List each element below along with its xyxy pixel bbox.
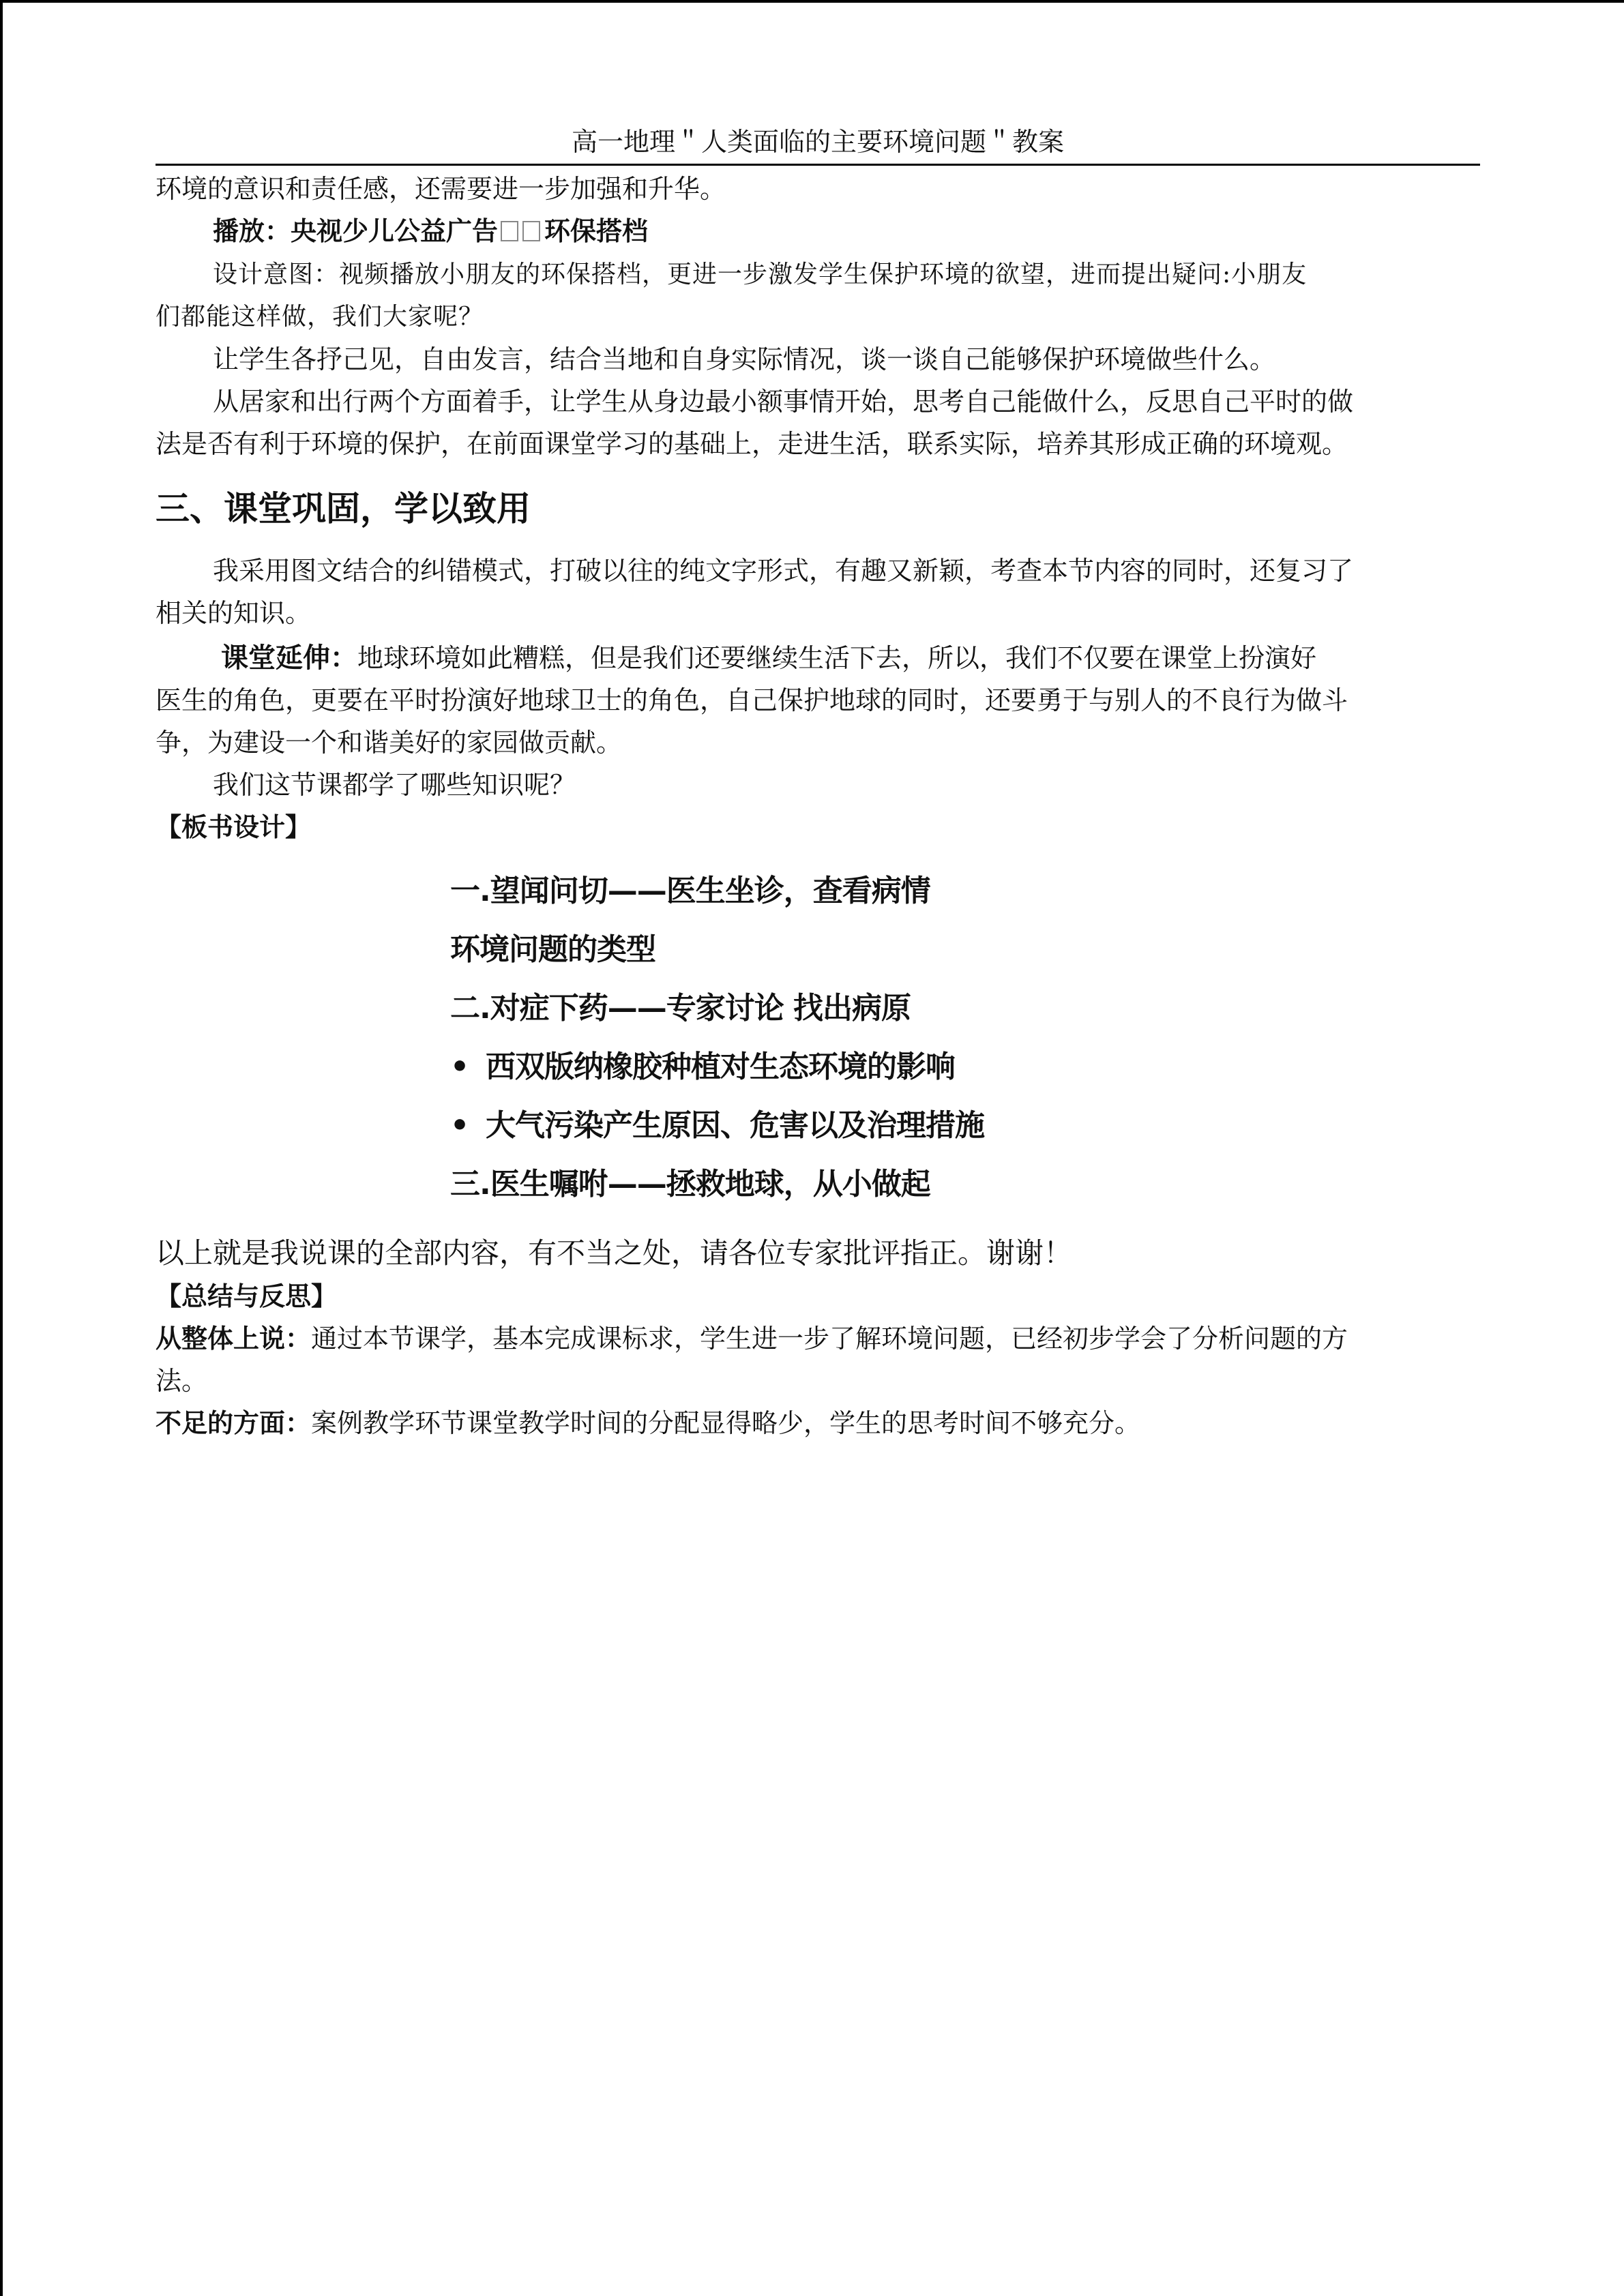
play-label: 播放：央视少儿公益广告	[213, 215, 499, 246]
board-item-2: 环境问题的类型	[450, 932, 655, 967]
board-bullet-2-text: 大气污染产生原因、危害以及治理措施	[486, 1108, 984, 1143]
play-title: 环保搭档	[544, 215, 649, 246]
weakness-text: 案例教学环节课堂教学时间的分配显得略少，学生的思考时间不够充分。	[311, 1408, 1141, 1438]
extension-text-1: 地球环境如此糟糕，但是我们还要继续生活下去，所以，我们不仅要在课堂上扮演好	[357, 643, 1317, 673]
paragraph-home-line-2: 法是否有利于环境的保护，在前面课堂学习的基础上，走进生活，联系实际，培养其形成正确的环境观。	[156, 429, 1348, 459]
weakness-label: 不足的方面：	[156, 1407, 312, 1438]
board-bullet-1-text: 西双版纳橡胶种植对生态环境的影响	[486, 1049, 955, 1084]
design-intent-line-1: 设计意图：视频播放小朋友的环保搭档，更进一步激发学生保护环境的欲望，进而提出疑问:小朋友	[213, 260, 1308, 288]
missing-glyph-box	[522, 221, 540, 241]
board-item-3: 二.对症下药——专家讨论 找出病原	[450, 991, 911, 1026]
board-item-4: 三.医生嘱咐——拯救地球，从小做起	[450, 1167, 930, 1202]
extension-line-1	[156, 637, 1480, 679]
header-title: 高一地理＂人类面临的主要环境问题＂教案	[571, 127, 1064, 157]
bullet-dot-icon: •	[450, 1108, 469, 1143]
board-bullet-1	[450, 1046, 955, 1088]
overall-line-2: 法。	[156, 1366, 208, 1396]
extension-label: 课堂延伸：	[221, 642, 357, 674]
board-design-heading: 【板书设计】	[156, 811, 312, 842]
paragraph-continuation: 环境的意识和责任感，还需要进一步加强和升华。	[156, 174, 726, 204]
extension-line-2: 医生的角色，更要在平时扮演好地球卫士的角色，自己保护地球的同时，还要勇于与别人的不良行为做斗	[156, 685, 1348, 715]
paragraph-mode-line-1: 我采用图文结合的纠错模式，打破以往的纯文字形式，有趣又新颖，考查本节内容的同时，还复习了	[213, 556, 1354, 586]
board-item-1: 一.望闻问切——医生坐诊，查看病情	[450, 874, 930, 908]
closing-thanks: 以上就是我说课的全部内容，有不当之处，请各位专家批评指正。谢谢！	[156, 1236, 1073, 1270]
overall-label: 从整体上说：	[156, 1323, 312, 1354]
paragraph-express: 让学生各抒己见，自由发言，结合当地和自身实际情况，谈一谈自己能够保护环境做些什么。	[213, 344, 1276, 374]
bullet-dot-icon: •	[450, 1049, 469, 1084]
missing-glyph-box	[501, 221, 518, 241]
page-border-left	[0, 0, 3, 2296]
board-bullet-2	[450, 1105, 984, 1147]
extension-line-3: 争，为建设一个和谐美好的家园做贡献。	[156, 728, 623, 758]
paragraph-mode-line-2: 相关的知识。	[156, 598, 312, 628]
page-border-top	[0, 0, 1624, 3]
page-header	[156, 120, 1480, 166]
summary-heading: 【总结与反思】	[156, 1281, 338, 1311]
paragraph-question: 我们这节课都学了哪些知识呢？	[213, 770, 576, 800]
overall-text-1: 通过本节课学，基本完成课标求，学生进一步了解环境问题，已经初步学会了分析问题的方	[311, 1324, 1348, 1354]
play-line	[156, 210, 1480, 252]
section-heading-3: 三、课堂巩固，学以致用	[156, 488, 531, 528]
weakness-line	[156, 1402, 1480, 1444]
overall-line-1	[156, 1317, 1480, 1360]
design-intent-line-2: 们都能这样做，我们大家呢？	[156, 303, 484, 331]
paragraph-home-line-1: 从居家和出行两个方面着手，让学生从身边最小额事情开始，思考自己能做什么，反思自己平时的做	[213, 387, 1354, 417]
